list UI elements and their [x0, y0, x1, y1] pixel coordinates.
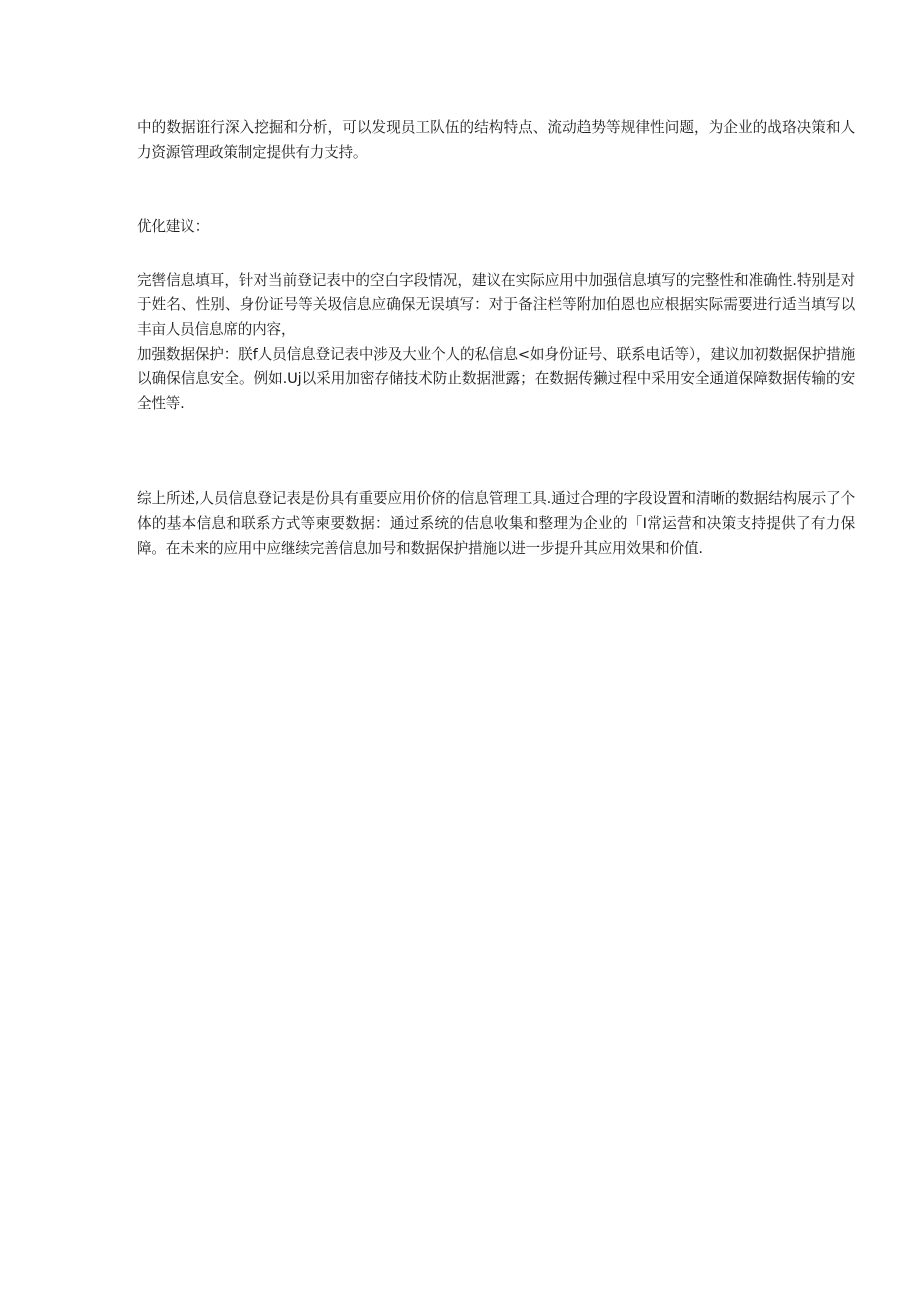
intro-paragraph: 中的数据诳行深入挖掘和分析，可以发现员工队伍的结构特点、流动趋势等规律性问题，为企业的战珞决策和人力资源管理政策制定提供有力支持。	[137, 119, 855, 161]
spacer	[137, 240, 855, 269]
document-body	[137, 116, 855, 561]
suggestion-data-protection: 加强数据保护：朕f人员信息登记表中涉及大业个人的私信息<如身份证号、联系电话等），建议加初数据保护措施以确保信息安全。例如.Uj以采用加密存储技术防止数据泄露；在数据传獭过程中采用安全通道保障数据传输的安全性等.	[137, 345, 855, 412]
spacer	[137, 165, 855, 215]
conclusion-paragraph: 综上所述,人员信息登记表是份具有重要应用价侪的信息管理工具.通过合理的字段设置和清晰的数据结构展示了个体的基本信息和联系方式等柬要数据：通过系统的佶息收集和整理为企业的「I常运营和决策支持提供了有力保障。在未来的应用中应继续完善信息加号和数据保护措施以进一步提升其应用效果和价值.	[137, 490, 855, 557]
spacer	[137, 416, 855, 487]
optimization-heading: 优化建议：	[137, 218, 209, 236]
suggestion-complete-info: 完辔信息填耳，针对当前登记表中的空白字段情况，建议在实际应用中加强信息填写的完整性和准确性.特别是对于姓名、性别、身份证号等关圾信息应确保无误填写：对于备注栏等附加伯恩也应根据实际需要进行适当填写以丰亩人员信息席的内容，	[137, 271, 855, 338]
